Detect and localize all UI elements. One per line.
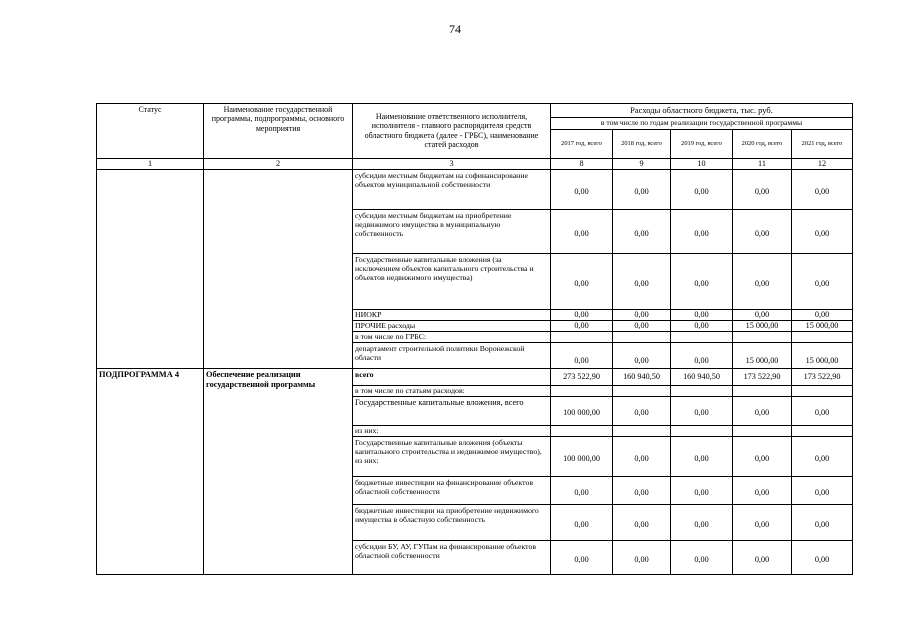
header-status: Статус [97,104,204,159]
col-number-12: 12 [792,159,853,170]
table-row [97,170,853,210]
value-2020: 173 522,90 [733,368,792,385]
value-2017: 0,00 [551,540,613,574]
row-label: НИОКР [353,310,551,321]
row-label: всего [353,368,551,385]
value-2019: 0,00 [671,310,733,321]
value-2019: 0,00 [671,476,733,504]
row-label: из них: [353,425,551,436]
header-year-2018: 2018 год, всего [613,130,671,159]
value-2017: 0,00 [551,310,613,321]
value-2017: 0,00 [551,320,613,331]
value-2019: 0,00 [671,540,733,574]
empty-cell [613,425,671,436]
value-2017: 0,00 [551,342,613,368]
value-2017: 0,00 [551,254,613,310]
empty-cell [733,425,792,436]
value-2021: 15 000,00 [792,320,853,331]
table-row [97,368,853,385]
empty-cell [792,385,853,396]
col-number-9: 9 [613,159,671,170]
value-2021: 0,00 [792,396,853,425]
header-budget: Расходы областного бюджета, тыс. руб. [551,104,853,118]
row-label: субсидии местным бюджетам на приобретение недвижимого имущества в муниципальную собственность [353,210,551,254]
header-row-1 [97,104,853,118]
value-2019: 0,00 [671,254,733,310]
value-2018: 0,00 [613,436,671,476]
value-2017: 100 000,00 [551,436,613,476]
header-executor: Наименование ответственного исполнителя, исполнителя - главного распорядителя средств областного бюджета (далее - ГРБС), наименование статей расходов [353,104,551,159]
row-label: субсидии БУ, АУ, ГУПам на финансирование объектов областной собственности [353,540,551,574]
col-number-2: 2 [204,159,353,170]
row-label: департамент строительной политики Воронежской области [353,342,551,368]
subprogram-title: Обеспечение реализации государственной программы [204,368,353,574]
empty-cell [551,385,613,396]
value-2021: 15 000,00 [792,342,853,368]
value-2021: 0,00 [792,436,853,476]
value-2021: 0,00 [792,210,853,254]
value-2018: 0,00 [613,254,671,310]
value-2017: 100 000,00 [551,396,613,425]
value-2018: 0,00 [613,540,671,574]
empty-cell [733,331,792,342]
value-2020: 15 000,00 [733,342,792,368]
value-2021: 0,00 [792,540,853,574]
column-number-row [97,159,853,170]
value-2019: 0,00 [671,396,733,425]
value-2021: 0,00 [792,254,853,310]
value-2021: 173 522,90 [792,368,853,385]
value-2017: 0,00 [551,170,613,210]
row-label: в том числе по статьям расходов: [353,385,551,396]
col-number-3: 3 [353,159,551,170]
value-2017: 273 522,90 [551,368,613,385]
col-number-8: 8 [551,159,613,170]
value-2020: 15 000,00 [733,320,792,331]
value-2020: 0,00 [733,396,792,425]
header-year-2017: 2017 год, всего [551,130,613,159]
status-subprogram: ПОДПРОГРАММА 4 [97,368,204,574]
header-year-2019: 2019 год, всего [671,130,733,159]
value-2017: 0,00 [551,476,613,504]
empty-cell [671,425,733,436]
col-number-11: 11 [733,159,792,170]
header-by-years: в том числе по годам реализации государственной программы [551,118,853,130]
value-2020: 0,00 [733,210,792,254]
value-2020: 0,00 [733,476,792,504]
value-2020: 0,00 [733,310,792,321]
value-2019: 0,00 [671,342,733,368]
value-2018: 0,00 [613,342,671,368]
value-2020: 0,00 [733,254,792,310]
header-year-2020: 2020 год, всего [733,130,792,159]
budget-table [96,103,853,575]
value-2018: 0,00 [613,396,671,425]
empty-cell [733,385,792,396]
row-label: Государственные капитальные вложения (объекты капитального строительства и недвижимое имущество), из них: [353,436,551,476]
value-2021: 0,00 [792,170,853,210]
col-number-1: 1 [97,159,204,170]
value-2020: 0,00 [733,504,792,540]
header-program: Наименование государственной программы, подпрограммы, основного мероприятия [204,104,353,159]
value-2018: 0,00 [613,210,671,254]
value-2019: 0,00 [671,170,733,210]
empty-cell [792,425,853,436]
empty-cell [551,331,613,342]
value-2018: 0,00 [613,310,671,321]
value-2019: 0,00 [671,210,733,254]
value-2019: 0,00 [671,504,733,540]
empty-cell [671,385,733,396]
value-2018: 0,00 [613,320,671,331]
value-2020: 0,00 [733,436,792,476]
empty-cell [792,331,853,342]
col-number-10: 10 [671,159,733,170]
value-2018: 0,00 [613,504,671,540]
program-cell-empty [204,170,353,369]
value-2019: 160 940,50 [671,368,733,385]
page-number: 74 [449,22,461,36]
empty-cell [671,331,733,342]
value-2019: 0,00 [671,320,733,331]
value-2018: 160 940,50 [613,368,671,385]
value-2020: 0,00 [733,170,792,210]
status-cell-empty [97,170,204,369]
header-year-2021: 2021 год, всего [792,130,853,159]
value-2017: 0,00 [551,504,613,540]
row-label: ПРОЧИЕ расходы [353,320,551,331]
value-2017: 0,00 [551,210,613,254]
empty-cell [613,385,671,396]
row-label: бюджетные инвестиции на приобретение недвижимого имущества в областную собственность [353,504,551,540]
row-label: бюджетные инвестиции на финансирование объектов областной собственности [353,476,551,504]
row-label: субсидии местным бюджетам на софинансирование объектов муниципальной собственности [353,170,551,210]
empty-cell [613,331,671,342]
row-label: Государственные капитальные вложения, всего [353,396,551,425]
value-2019: 0,00 [671,436,733,476]
value-2021: 0,00 [792,504,853,540]
value-2021: 0,00 [792,310,853,321]
value-2020: 0,00 [733,540,792,574]
row-label: в том числе по ГРБС: [353,331,551,342]
empty-cell [551,425,613,436]
row-label: Государственные капитальные вложения (за исключением объектов капитального строительства и объектов недвижимого имущества) [353,254,551,310]
value-2018: 0,00 [613,170,671,210]
value-2021: 0,00 [792,476,853,504]
value-2018: 0,00 [613,476,671,504]
